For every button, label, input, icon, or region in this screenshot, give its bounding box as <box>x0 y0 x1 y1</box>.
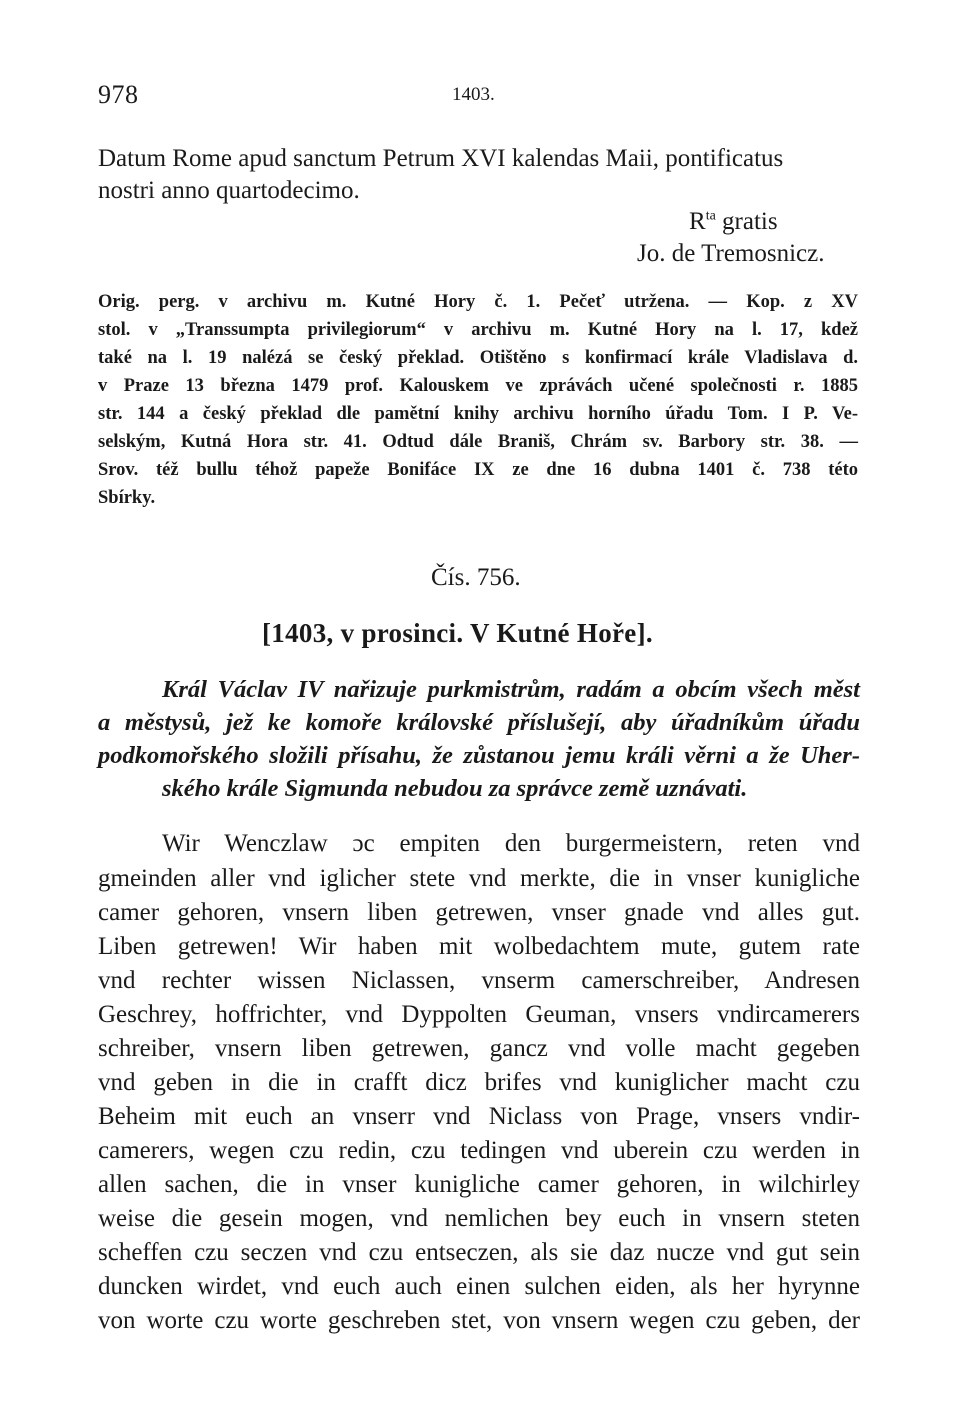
body-line: scheffen czu seczen vnd czu entseczen, als sie daz nucze vnd gut sein <box>98 1239 860 1266</box>
body-line: schreiber, vnsern liben getrewen, gancz vnd volle macht gegeben <box>98 1035 860 1062</box>
body-line: Geschrey, hoffrichter, vnd Dyppolten Geuman, vnsers vndircamerers <box>98 1001 860 1028</box>
signature-superscript: ta <box>705 208 716 224</box>
page-number: 978 <box>98 80 139 109</box>
note-line: selským, Kutná Hora str. 41. Odtud dále Braniš, Chrám sv. Barbory str. 38. — <box>98 432 858 452</box>
note-line: Orig. perg. v archivu m. Kutné Hory č. 1. Pečeť utržena. — Kop. z XV <box>98 292 858 312</box>
note-line: str. 144 a český překlad dle pamětní knihy archivu horního úřadu Tom. I P. Ve- <box>98 404 858 424</box>
body-line: gmeinden aller vnd iglicher stete vnd merkte, die in vnser kunigliche <box>98 865 860 892</box>
note-line: Srov. též bullu téhož papeže Bonifáce IX ze dne 16 dubna 1401 č. 738 této <box>98 460 858 480</box>
note-line: také na l. 19 nalézá se český překlad. Otištěno s konfirmací krále Vladislava d. <box>98 348 858 368</box>
document-heading: [1403, v prosinci. V Kutné Hoře]. <box>262 618 653 648</box>
summary-line: a městysů, jež ke komoře královské příslušejí, aby úřadníkům úřadu <box>98 709 860 736</box>
summary-line: ského krále Sigmunda nebudou za správce země uznávati. <box>162 775 748 802</box>
body-line: weise die gesein mogen, vnd nemlichen bey euch in vnsern steten <box>98 1205 860 1232</box>
signature-gratis <box>689 208 778 236</box>
summary-line: Král Václav IV nařizuje purkmistrům, radám a obcím všech měst <box>162 676 860 703</box>
body-line: vnd geben in die in crafft dicz brifes vnd kuniglicher macht czu <box>98 1069 860 1096</box>
signature-initial: R <box>689 208 706 235</box>
document-number: Čís. 756. <box>431 564 521 591</box>
datum-line: Datum Rome apud sanctum Petrum XVI kalendas Maii, pontificatus <box>98 145 784 172</box>
signature-name: Jo. de Tremosnicz. <box>637 240 825 267</box>
body-line: camer gehoren, vnsern liben getrewen, vnser gnade vnd alles gut. <box>98 899 860 926</box>
body-line: vnd rechter wissen Niclassen, vnserm camerschreiber, Andresen <box>98 967 860 994</box>
note-line: v Praze 13 března 1479 prof. Kalouskem ve zprávách učené společnosti r. 1885 <box>98 376 858 396</box>
note-line: stol. v „Transsumpta privilegiorum“ v archivu m. Kutné Hory na l. 17, kdež <box>98 320 858 340</box>
body-line: camerers, wegen czu redin, czu tedingen vnd uberein czu werden in <box>98 1137 860 1164</box>
body-line: Beheim mit euch an vnserr vnd Niclass von Prage, vnsers vndir- <box>98 1103 860 1130</box>
body-line: duncken wirdet, vnd euch auch einen sulchen eiden, als her hyrynne <box>98 1273 860 1300</box>
body-line: Wir Wenczlaw ɔc empiten den burgermeistern, reten vnd <box>162 830 860 857</box>
datum-line: nostri anno quartodecimo. <box>98 177 360 204</box>
summary-line: podkomořského složili přísahu, že zůstanou jemu králi věrni a že Uher- <box>98 742 860 769</box>
note-line: Sbírky. <box>98 488 156 508</box>
running-head: 1403. <box>452 84 495 105</box>
signature-gratis-text: gratis <box>715 208 778 235</box>
body-line: allen sachen, die in vnser kunigliche camer gehoren, in wilchirley <box>98 1171 860 1198</box>
body-line: von worte czu worte geschreben stet, von vnsern wegen czu geben, der <box>98 1307 860 1334</box>
body-line: Liben getrewen! Wir haben mit wolbedachtem mute, gutem rate <box>98 933 860 960</box>
